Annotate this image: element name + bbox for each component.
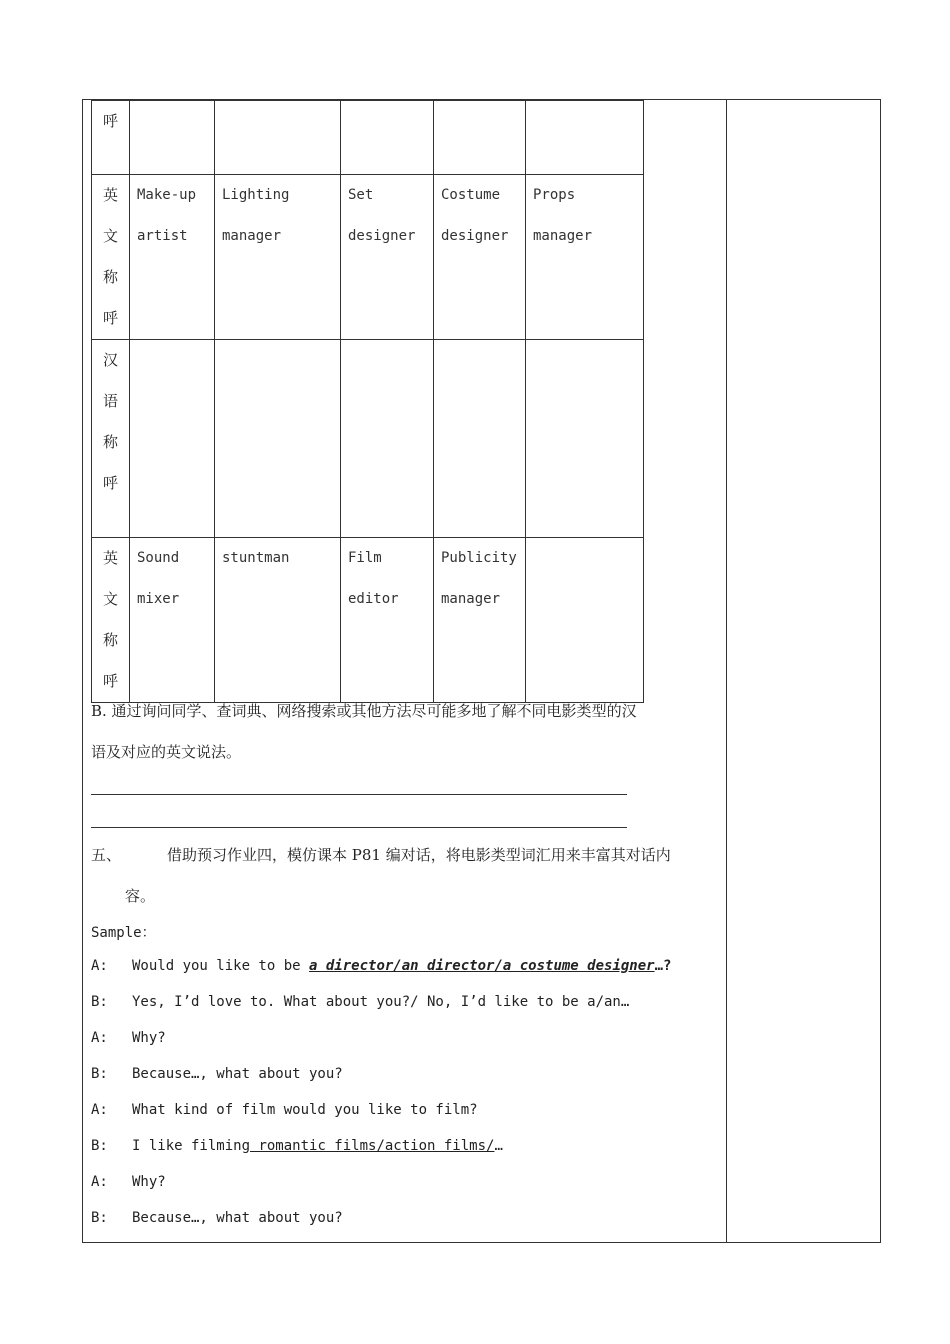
speaker-label: A: — [91, 1102, 108, 1118]
part-b-line-2: 语及对应的英文说法。 — [91, 743, 242, 761]
answer-line — [91, 794, 627, 795]
table-row-english-names-1 — [92, 175, 644, 340]
dialogue-line — [91, 994, 629, 1010]
dialogue-text: What kind of film would you like to film? — [132, 1102, 478, 1118]
speaker-label: B: — [91, 994, 108, 1010]
label-char: 文 — [102, 590, 118, 608]
dialogue-text: Why? — [132, 1030, 166, 1046]
section-instruction: 借助预习作业四，模仿课本 P81 编对话，将电影类型词汇用来丰富其对话内 — [167, 846, 671, 864]
dialogue-line — [91, 1066, 343, 1082]
table-cell — [215, 101, 341, 175]
dialogue-text: …? — [654, 958, 672, 974]
label-char: 呼 — [102, 309, 118, 327]
label-char: 呼 — [102, 672, 118, 690]
table-row-english-names-2 — [92, 538, 644, 703]
table-cell — [341, 340, 434, 538]
label-char: 英 — [102, 186, 118, 204]
dialogue-line — [91, 1210, 343, 1226]
table-cell — [341, 101, 434, 175]
part-5-heading — [91, 844, 671, 865]
table-cell — [526, 101, 644, 175]
label-char: 呼 — [102, 474, 118, 492]
label-char: 呼 — [102, 112, 118, 130]
dialogue-line — [91, 1030, 166, 1046]
dialogue-fill-in: romantic films/action films/ — [250, 1138, 495, 1154]
dialogue-text: I like filming — [132, 1138, 251, 1154]
dialogue-text: Because…, what about you? — [132, 1210, 343, 1226]
notes-column-divider — [726, 99, 727, 1243]
dialogue-text: Would you like to be — [132, 958, 310, 974]
film-roles-table — [91, 100, 644, 703]
label-char: 语 — [102, 392, 118, 410]
label-char: 称 — [102, 631, 118, 649]
role-cell: Props manager — [526, 175, 644, 340]
dialogue-line — [91, 1138, 503, 1154]
table-cell — [434, 340, 526, 538]
part-5-line-2: 容。 — [125, 887, 156, 905]
speaker-label: B: — [91, 1210, 108, 1226]
table-cell — [434, 101, 526, 175]
speaker-label: A: — [91, 1030, 108, 1046]
label-char: 文 — [102, 227, 118, 245]
section-number: 五、 — [91, 846, 122, 864]
row-label-english — [92, 175, 130, 340]
role-cell — [526, 538, 644, 703]
role-cell: Sound mixer — [130, 538, 215, 703]
row-label — [92, 101, 130, 175]
role-cell: Set designer — [341, 175, 434, 340]
role-cell: Publicity manager — [434, 538, 526, 703]
table-cell — [215, 340, 341, 538]
table-row-chinese-names-top — [92, 101, 644, 175]
row-label-chinese — [92, 340, 130, 538]
dialogue-line — [91, 1102, 478, 1118]
label-char: 英 — [102, 549, 118, 567]
dialogue-fill-in: a director/an director/a costume designer — [309, 958, 655, 974]
table-cell — [526, 340, 644, 538]
label-char: 称 — [102, 433, 118, 451]
table-cell — [130, 101, 215, 175]
label-char: 汉 — [102, 351, 118, 369]
role-cell: stuntman — [215, 538, 341, 703]
role-cell: Film editor — [341, 538, 434, 703]
sample-label: Sample： — [91, 925, 156, 941]
dialogue-text: Because…, what about you? — [132, 1066, 343, 1082]
speaker-label: A: — [91, 958, 108, 974]
role-cell: Make-up artist — [130, 175, 215, 340]
role-cell: Lighting manager — [215, 175, 341, 340]
speaker-label: A: — [91, 1174, 108, 1190]
dialogue-text: Why? — [132, 1174, 166, 1190]
dialogue-text: Yes, I’d love to. What about you?/ No, I’d like to be a/an… — [132, 994, 630, 1010]
label-char: 称 — [102, 268, 118, 286]
speaker-label: B: — [91, 1138, 108, 1154]
dialogue-line — [91, 1174, 166, 1190]
table-cell — [130, 340, 215, 538]
speaker-label: B: — [91, 1066, 108, 1082]
dialogue-line — [91, 958, 671, 974]
table-row-chinese-names-2 — [92, 340, 644, 538]
role-cell: Costume designer — [434, 175, 526, 340]
dialogue-text: … — [494, 1138, 503, 1154]
answer-line — [91, 827, 627, 828]
part-b-line-1: B. 通过询问同学、查词典、网络搜索或其他方法尽可能多地了解不同电影类型的汉 — [91, 702, 637, 720]
row-label-english — [92, 538, 130, 703]
